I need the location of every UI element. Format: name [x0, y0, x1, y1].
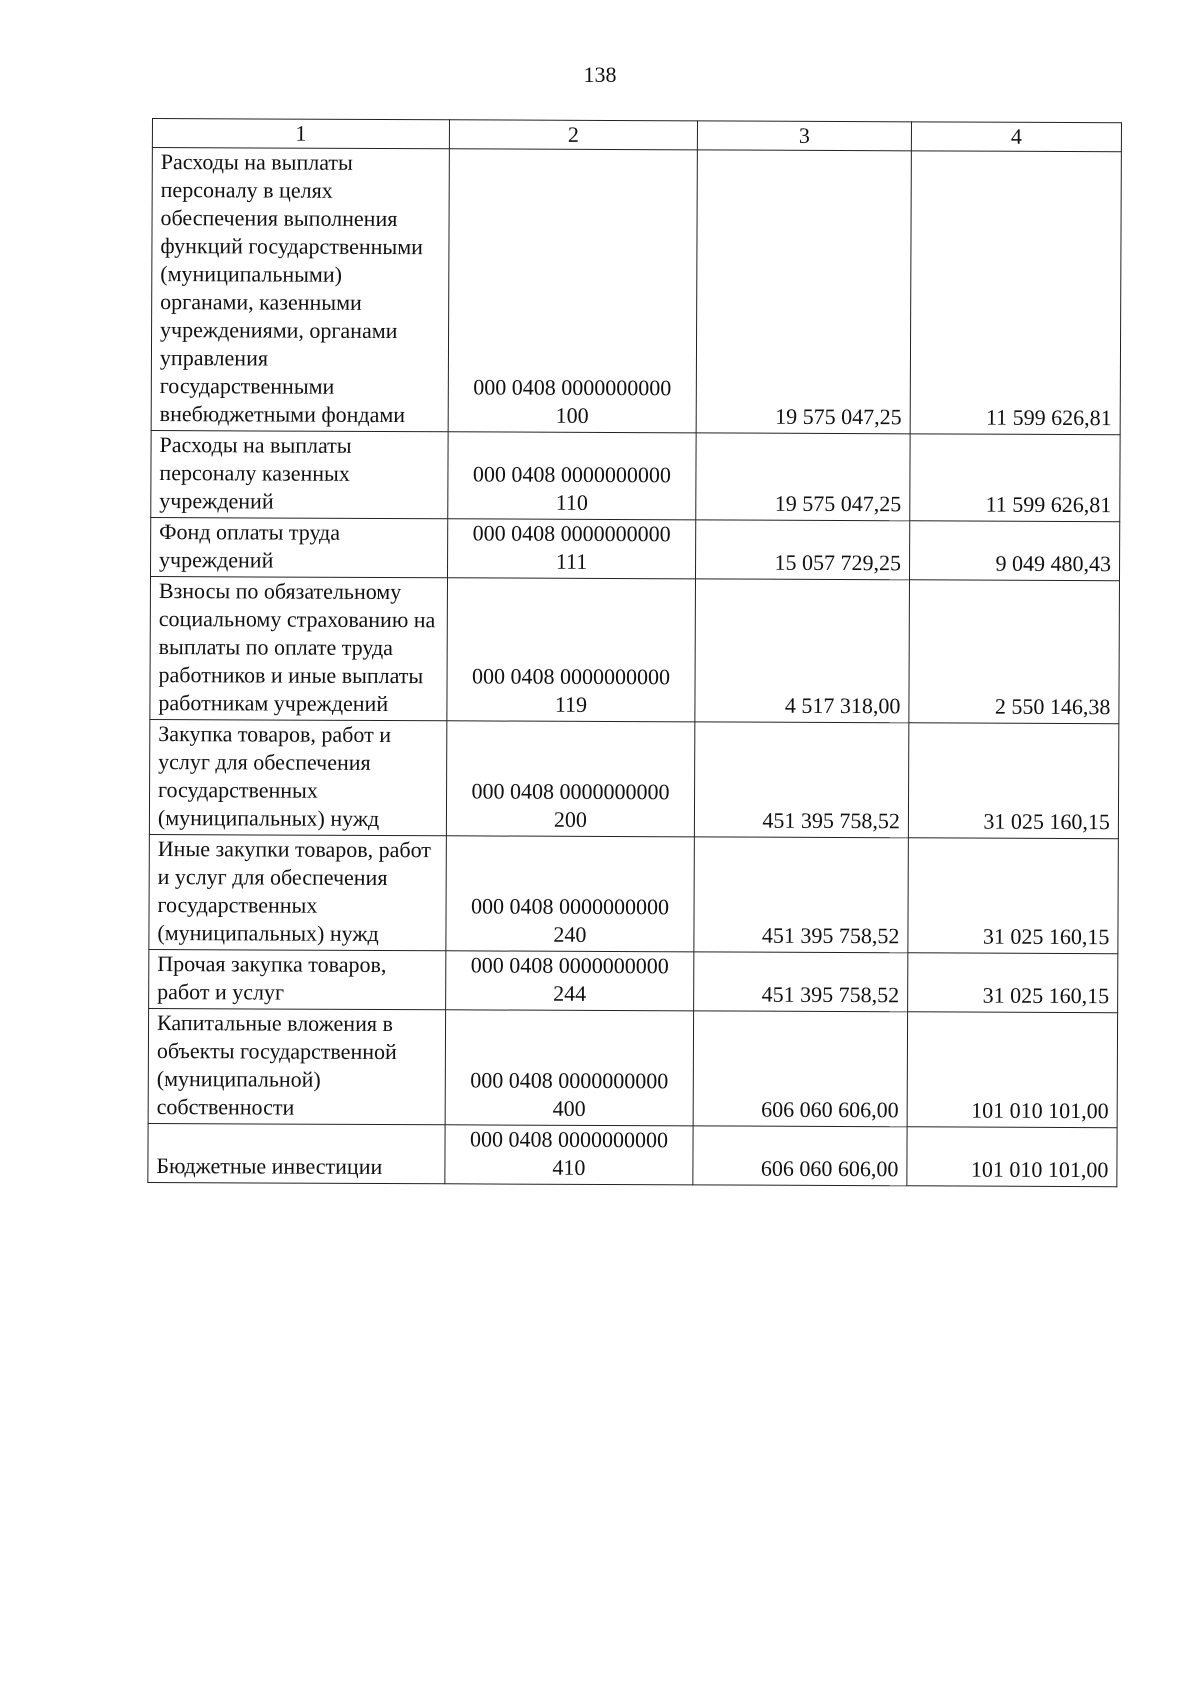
row-value-4: 101 010 101,00	[907, 1012, 1117, 1128]
row-code	[445, 1125, 693, 1185]
table-row	[151, 148, 1121, 435]
code-line-1: 000 0408 0000000000	[471, 778, 670, 805]
row-value-3: 19 575 047,25	[696, 433, 910, 521]
row-name: Бюджетные инвестиции	[148, 1123, 445, 1183]
code-line-1: 000 0408 0000000000	[472, 663, 671, 690]
row-value-3: 15 057 729,25	[695, 520, 909, 580]
code-line-2: 240	[553, 921, 587, 947]
table-row	[150, 576, 1120, 723]
code-line-2: 119	[554, 691, 588, 717]
row-value-4: 11 599 626,81	[910, 151, 1121, 435]
code-line-1: 000 0408 0000000000	[473, 374, 672, 401]
code-line-2: 410	[552, 1154, 586, 1180]
page-number: 138	[583, 62, 617, 87]
row-value-4: 9 049 480,43	[909, 521, 1119, 581]
row-value-3: 451 395 758,52	[694, 722, 908, 838]
row-name: Расходы на выплаты персоналу казенных учреждений	[151, 430, 448, 518]
row-value-3: 451 395 758,52	[694, 952, 908, 1012]
row-name: Взносы по обязательному социальному страхованию на выплаты по оплате труда работников и иные выплаты работникам учреждений	[150, 576, 448, 720]
code-line-2: 111	[555, 548, 588, 574]
row-name: Иные закупки товаров, работ и услуг для обеспечения государственных (муниципальных) нужд	[149, 834, 446, 950]
row-code	[446, 721, 694, 837]
table-header	[152, 119, 1121, 152]
row-value-4: 31 025 160,15	[908, 838, 1118, 954]
code-line-2: 400	[552, 1095, 586, 1121]
row-name: Прочая закупка товаров, работ и услуг	[149, 949, 446, 1009]
code-line-2: 244	[553, 980, 587, 1006]
row-name: Закупка товаров, работ и услуг для обеспечения государственных (муниципальных) нужд	[149, 719, 446, 835]
row-code	[447, 578, 696, 722]
table-row	[149, 949, 1118, 1012]
table-row	[148, 1123, 1117, 1186]
row-value-3: 19 575 047,25	[696, 150, 911, 434]
row-code	[446, 836, 694, 952]
table-row	[149, 834, 1118, 953]
code-line-1: 000 0408 0000000000	[470, 1067, 669, 1094]
row-value-4: 31 025 160,15	[908, 953, 1118, 1013]
column-header-3: 3	[697, 121, 911, 151]
row-name: Капитальные вложения в объекты государственной (муниципальной) собственности	[148, 1008, 445, 1124]
code-line-1: 000 0408 0000000000	[469, 1126, 669, 1153]
code-line-2: 200	[553, 806, 587, 832]
row-name: Расходы на выплаты персоналу в целях обеспечения выполнения функций государственными (муниципальными) органами, казенными учреждениями, органами управления государственными внебюджетными фондами	[151, 148, 449, 432]
row-value-3: 4 517 318,00	[695, 579, 910, 723]
row-value-4: 31 025 160,15	[908, 723, 1118, 839]
row-code	[448, 149, 697, 433]
code-line-2: 100	[555, 402, 589, 428]
table-row	[148, 1008, 1117, 1127]
row-value-4: 2 550 146,38	[909, 580, 1120, 724]
row-value-4: 101 010 101,00	[907, 1127, 1117, 1187]
row-code	[446, 951, 694, 1011]
code-line-1: 000 0408 0000000000	[470, 952, 669, 979]
code-line-1: 000 0408 0000000000	[472, 461, 672, 488]
table-row	[150, 517, 1119, 580]
code-line-1: 000 0408 0000000000	[472, 520, 671, 547]
budget-table	[147, 118, 1122, 1187]
table-row	[151, 430, 1120, 521]
row-code	[448, 432, 696, 520]
row-value-3: 451 395 758,52	[694, 837, 908, 953]
row-code	[445, 1010, 693, 1126]
column-header-2: 2	[449, 120, 697, 150]
code-line-2: 110	[555, 489, 588, 515]
row-value-3: 606 060 606,00	[693, 1126, 907, 1186]
row-value-4: 11 599 626,81	[910, 434, 1120, 522]
row-name: Фонд оплаты труда учреждений	[150, 517, 447, 577]
header-row	[152, 119, 1121, 152]
code-line-1: 000 0408 0000000000	[471, 893, 670, 920]
table-body	[148, 148, 1122, 1187]
column-header-4: 4	[911, 122, 1121, 152]
row-value-3: 606 060 606,00	[693, 1011, 907, 1127]
column-header-1: 1	[152, 119, 449, 149]
row-code	[447, 519, 695, 579]
table-row	[149, 719, 1118, 838]
